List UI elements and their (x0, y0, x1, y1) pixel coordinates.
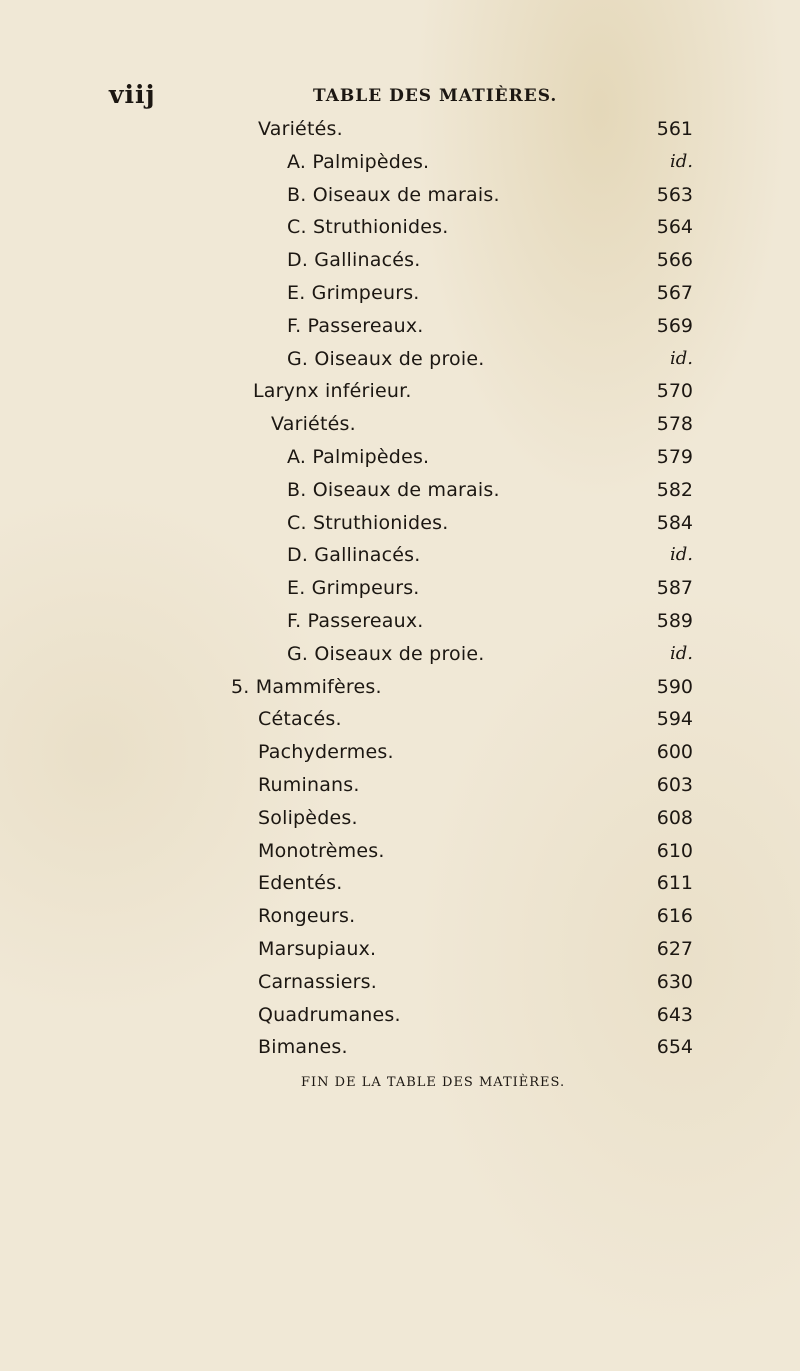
toc-entry (0, 643, 800, 675)
toc-entry (0, 774, 800, 806)
end-note: FIN DE LA TABLE DES MATIÈRES. (301, 1075, 566, 1090)
toc-entry-page: 594 (656, 708, 693, 731)
toc-entry-label: Variétés. (271, 413, 356, 436)
toc-entry-label: Monotrèmes. (258, 839, 385, 862)
toc-entry-page: 569 (656, 314, 693, 337)
toc-entry-page: 579 (656, 446, 693, 468)
toc-entry (0, 413, 800, 445)
toc-entry-label: Pachydermes. (258, 741, 394, 764)
toc-entry-page: 627 (656, 938, 693, 960)
toc-entry-page: 610 (656, 839, 693, 862)
toc-entry-page: 584 (656, 511, 693, 534)
toc-entry (0, 118, 800, 150)
toc-entry-page: 570 (656, 380, 693, 403)
running-title: TABLE DES MATIÈRES. (313, 86, 558, 106)
toc-entry (0, 348, 800, 380)
toc-entry-label: E. Grimpeurs. (287, 577, 420, 600)
toc-entry-page: 630 (656, 970, 693, 993)
toc-entry-label: C. Struthionides. (287, 216, 449, 239)
toc-entry (0, 151, 800, 183)
toc-entry-page: 564 (656, 216, 693, 239)
toc-entry (0, 446, 800, 478)
page-number: viij (109, 80, 156, 109)
toc-entry-label: Carnassiers. (258, 970, 377, 993)
toc-entry-label: G. Oiseaux de proie. (287, 642, 485, 665)
toc-entry (0, 676, 800, 708)
toc-entry (0, 741, 800, 773)
toc-entry (0, 380, 800, 412)
toc-entry-label: Rongeurs. (258, 905, 356, 928)
toc-entry-label: F. Passereaux. (287, 314, 424, 337)
toc-entry-page: 616 (656, 905, 693, 928)
toc-entry-page: id. (669, 642, 693, 664)
toc-entry-page: 589 (656, 610, 693, 632)
toc-entry (0, 479, 800, 511)
toc-entry (0, 971, 800, 1003)
toc-entry-page: 563 (656, 183, 693, 206)
toc-entry-label: Solipèdes. (258, 806, 358, 829)
toc-entry (0, 282, 800, 314)
toc-entry (0, 1004, 800, 1036)
toc-entry-page: 603 (656, 774, 693, 796)
toc-entry-page: id. (669, 347, 693, 369)
toc-entry-label: C. Struthionides. (287, 511, 449, 534)
toc-entry-page: 611 (656, 872, 693, 895)
toc-entry-page: 600 (656, 741, 693, 764)
toc-entry-page: 587 (656, 577, 693, 600)
toc-entry-label: Edentés. (258, 872, 343, 895)
toc-entry (0, 938, 800, 970)
toc-entry (0, 1036, 800, 1068)
toc-entry-page: 590 (656, 675, 693, 698)
toc-entry (0, 905, 800, 937)
toc-entry-page: 582 (656, 478, 693, 501)
toc-entry-label: 5. Mammifères. (231, 675, 382, 698)
toc-entry-label: Quadrumanes. (258, 1003, 401, 1026)
toc-entry-page: 567 (656, 282, 693, 304)
toc-entry-label: Larynx inférieur. (253, 380, 412, 403)
toc-entry (0, 577, 800, 609)
toc-entry-label: D. Gallinacés. (287, 249, 421, 272)
toc-entry-label: Cétacés. (258, 708, 342, 731)
toc-entry-label: D. Gallinacés. (287, 544, 421, 567)
toc-entry-label: Variétés. (258, 118, 343, 140)
toc-entry (0, 512, 800, 544)
toc-entry-page: 654 (656, 1036, 693, 1059)
toc-entry-label: Bimanes. (258, 1036, 348, 1059)
toc-entry-page: 608 (656, 806, 693, 829)
toc-entry-label: Marsupiaux. (258, 938, 377, 960)
toc-entry-page: id. (669, 150, 693, 172)
toc-entry-label: G. Oiseaux de proie. (287, 347, 485, 370)
toc-entry-label: Ruminans. (258, 774, 360, 796)
toc-entry (0, 249, 800, 281)
toc-entry-label: A. Palmipèdes. (287, 150, 430, 173)
toc-entry-page: 643 (656, 1003, 693, 1026)
toc-entry-page: 578 (656, 413, 693, 436)
toc-entry (0, 708, 800, 740)
toc-entry-label: A. Palmipèdes. (287, 446, 430, 468)
toc-entry-label: B. Oiseaux de marais. (287, 478, 500, 501)
toc-entry (0, 544, 800, 576)
page-header (0, 80, 800, 110)
toc-entry (0, 315, 800, 347)
toc-entry (0, 184, 800, 216)
toc-entry (0, 216, 800, 248)
toc-entry-label: B. Oiseaux de marais. (287, 183, 500, 206)
toc-entry-label: E. Grimpeurs. (287, 282, 420, 304)
toc-entry-label: F. Passereaux. (287, 610, 424, 632)
toc-entry-page: id. (669, 544, 693, 566)
toc-entry-page: 566 (656, 249, 693, 272)
toc-entry-page: 561 (656, 118, 693, 140)
toc-entry (0, 872, 800, 904)
toc-entry (0, 840, 800, 872)
toc-entry (0, 610, 800, 642)
toc-entry (0, 807, 800, 839)
